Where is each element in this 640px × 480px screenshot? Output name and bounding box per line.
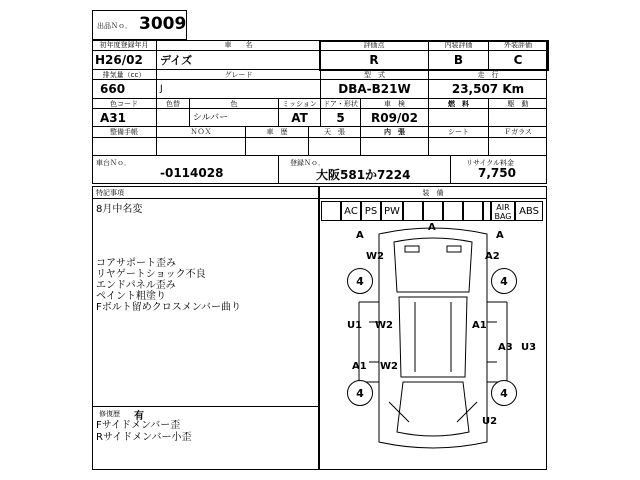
value-color: シルバー xyxy=(189,109,278,127)
value-displacement: 660 xyxy=(92,80,156,99)
value-exterior: C xyxy=(488,51,547,70)
label-glass: Ｆガラス xyxy=(488,127,547,138)
tire-rear-right: 4 xyxy=(491,380,517,406)
equip-airbag: AIR BAG xyxy=(491,201,515,221)
label-first-reg: 初年度登録年月 xyxy=(92,40,156,51)
repair-item: Rサイドメンバー小歪 xyxy=(96,432,192,443)
label-doors: ドア・形状 xyxy=(320,99,360,109)
label-fuel: 燃 料 xyxy=(428,99,488,109)
value-car-name: デイズ xyxy=(156,51,320,70)
label-sunroof: 天 張 xyxy=(308,127,360,138)
label-color-code: 色コード xyxy=(92,99,156,109)
label-interior-trim: 内 張 xyxy=(360,127,428,138)
value-seat xyxy=(428,138,488,156)
code-a-front: A xyxy=(428,222,436,233)
value-first-reg: H26/02 xyxy=(92,51,156,70)
equip-abs: ABS xyxy=(515,201,543,221)
value-nox xyxy=(156,138,245,156)
repair-label: 修復歴 xyxy=(99,410,120,418)
equip-pw: PW xyxy=(381,201,403,221)
tire-rear-left: 4 xyxy=(347,380,373,406)
equipment-header-line xyxy=(319,186,547,199)
notes-header-line xyxy=(92,186,319,199)
code-w2-front-left: W2 xyxy=(366,251,384,262)
value-score: R xyxy=(320,51,428,70)
label-recycle: リサイクル料金 xyxy=(466,159,515,167)
equip-ac: AC xyxy=(341,201,361,221)
repair-item: Fサイドメンバー歪 xyxy=(96,420,181,431)
value-glass xyxy=(488,138,547,156)
code-u2: U2 xyxy=(482,416,498,427)
label-color-type: 色替 xyxy=(156,99,189,109)
lot-number-label: 出品Ｎｏ． xyxy=(97,22,132,30)
label-exterior: 外装評価 xyxy=(488,40,547,51)
label-history: 車 歴 xyxy=(245,127,308,138)
label-transmission: ミッション xyxy=(278,99,320,109)
code-a2-front-right: A2 xyxy=(485,251,500,262)
equip-blank xyxy=(321,201,341,221)
value-fuel xyxy=(428,109,488,127)
repair-value: 有 xyxy=(134,411,144,422)
code-u1: U1 xyxy=(347,320,363,331)
value-doors: 5 xyxy=(320,109,360,127)
value-interior: B xyxy=(428,51,488,70)
label-model: 型 式 xyxy=(320,70,428,80)
value-transmission: AT xyxy=(278,109,320,127)
tire-front-left: 4 xyxy=(347,268,373,294)
equipment-row xyxy=(319,199,547,222)
value-history xyxy=(245,138,308,156)
lot-number-box xyxy=(92,10,187,40)
value-chassis: -0114028 xyxy=(160,166,224,180)
label-displacement: 排気量（cc） xyxy=(92,70,156,80)
value-sunroof xyxy=(308,138,360,156)
value-inspection: R09/02 xyxy=(360,109,428,127)
note-item: Fボルト留めクロスメンバー曲り xyxy=(96,302,242,313)
label-chassis: 車台Ｎｏ． xyxy=(96,159,131,167)
value-recycle: 7,750 xyxy=(478,166,516,180)
note-item: コアサポート歪み xyxy=(96,258,176,269)
note-item: 8月中名変 xyxy=(96,204,143,215)
code-a-front-left: A xyxy=(356,230,364,241)
code-w2-left: W2 xyxy=(375,320,393,331)
value-color-type xyxy=(156,109,189,127)
equip-ps: PS xyxy=(361,201,381,221)
equip-blank xyxy=(403,201,423,221)
equipment-header: 装 備 xyxy=(422,189,444,197)
equip-blank xyxy=(423,201,443,221)
label-mileage: 走 行 xyxy=(428,70,547,80)
evaluation-box xyxy=(319,40,549,71)
label-drive: 駆 動 xyxy=(488,99,547,109)
label-grade: グレード xyxy=(156,70,320,80)
code-a1-rear-left: A1 xyxy=(352,361,367,372)
label-inspection: 車 検 xyxy=(360,99,428,109)
equip-blank xyxy=(483,201,491,221)
label-color: 色 xyxy=(189,99,278,109)
value-maintenance xyxy=(92,138,156,156)
note-item: エンドパネル歪み xyxy=(96,280,176,291)
code-a-front-right: A xyxy=(496,230,504,241)
code-u3: U3 xyxy=(521,342,537,353)
value-grade: J xyxy=(156,80,320,99)
value-model: DBA-B21W xyxy=(320,80,428,99)
equip-blank xyxy=(463,201,483,221)
notes-header: 特記事項 xyxy=(96,189,124,197)
label-maintenance: 整備手帳 xyxy=(92,127,156,138)
note-item: ペイント粗塗り xyxy=(96,291,166,302)
equip-blank xyxy=(443,201,463,221)
label-seat: シート xyxy=(428,127,488,138)
note-item: リヤゲートショック不良 xyxy=(96,269,206,280)
label-car-name: 車 名 xyxy=(156,40,320,51)
code-a3: A3 xyxy=(498,342,513,353)
label-score: 評価点 xyxy=(320,40,428,51)
value-mileage: 23,507 Km xyxy=(428,80,547,99)
label-interior: 内装評価 xyxy=(428,40,488,51)
value-color-code: A31 xyxy=(92,109,156,127)
code-a1-right: A1 xyxy=(472,320,487,331)
value-interior-trim xyxy=(360,138,428,156)
value-drive xyxy=(488,109,547,127)
code-w2-rear-left: W2 xyxy=(380,361,398,372)
tire-front-right: 4 xyxy=(491,268,517,294)
lot-number: 3009 xyxy=(139,14,187,34)
label-plate: 登録Ｎｏ． xyxy=(290,159,325,167)
label-nox: ＮＯＸ xyxy=(156,127,245,138)
value-plate: 大阪581か7224 xyxy=(316,168,411,182)
